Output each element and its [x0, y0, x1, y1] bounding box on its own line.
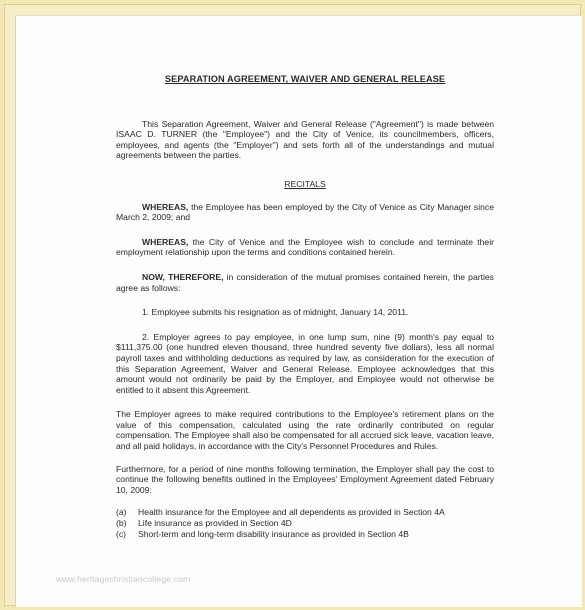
benefits-list [116, 507, 494, 539]
list-item [116, 529, 494, 540]
document-page [15, 15, 582, 607]
list-item [116, 507, 494, 518]
whereas-lead-2: WHEREAS, [142, 236, 189, 247]
clause-2: 2. Employer agrees to pay employee, in one lump sum, nine (9) month's pay equal to $111,375.00 (one hundred eleven thousand, three hundred seventy five dollars), less all normal payroll taxes and withholding deductions as required by law, as consideration for the execution of this Separation Agreement, Waiver and General Release. Employee acknowledges that this amount would not ordinarily be paid by the Employer, and Employee would not otherwise be entitled to it absent this Agreement. [116, 331, 494, 395]
document-title: SEPARATION AGREEMENT, WAIVER AND GENERAL RELEASE [164, 74, 446, 84]
list-marker: (b) [116, 518, 127, 529]
list-text: Life insurance as provided in Section 4D [138, 518, 292, 529]
whereas-text-1: the Employee has been employed by the City of Venice as City Manager since March 2, 2009; and [116, 201, 494, 223]
list-text: Health insurance for the Employee and all dependents as provided in Section 4A [138, 507, 445, 518]
whereas-text-2: the City of Venice and the Employee wish to conclude and terminate their employment relationship upon the terms and conditions contained herein. [116, 236, 494, 258]
intro-paragraph: This Separation Agreement, Waiver and General Release ("Agreement") is made between ISAAC D. TURNER (the "Employee") and the City of Venice, its councilmembers, officers, employees, and agents (the "Employer") and sets forth all of the understandings and mutual agreements between the parties. [116, 118, 494, 161]
list-item [116, 518, 494, 529]
now-therefore-text: in consideration of the mutual promises contained herein, the parties agree as follows: [116, 271, 494, 293]
whereas-paragraph-2 [116, 237, 494, 258]
whereas-paragraph-1 [116, 202, 494, 223]
now-therefore-lead: NOW, THEREFORE, [142, 271, 224, 282]
retirement-paragraph: The Employer agrees to make required contributions to the Employee's retirement plans on the value of this compensation, calculated using the rate ordinarily contributed on regular compensation. The Employee shall also be compensated for all accrued sick leave, vacation leave, and all paid holidays, in accordance with the City's Personnel Procedures and Rules. [116, 409, 494, 452]
benefits-paragraph: Furthermore, for a period of nine months following termination, the Employer shall pay the cost to continue the following benefits outlined in the Employees' Employment Agreement dated February 10, 2009: [116, 463, 494, 495]
page-frame [4, 4, 581, 606]
recitals-heading: RECITALS [284, 178, 326, 189]
document-body [116, 74, 494, 539]
clause-1: 1. Employee submits his resignation as of midnight, January 14, 2011. [142, 307, 409, 318]
now-therefore-paragraph [116, 272, 494, 293]
whereas-lead-1: WHEREAS, [142, 201, 189, 212]
list-text: Short-term and long-term disability insurance as provided in Section 4B [138, 528, 409, 539]
list-marker: (c) [116, 528, 127, 539]
list-marker: (a) [116, 507, 127, 518]
watermark-text: www.heritagechristiancollege.com [56, 574, 191, 584]
